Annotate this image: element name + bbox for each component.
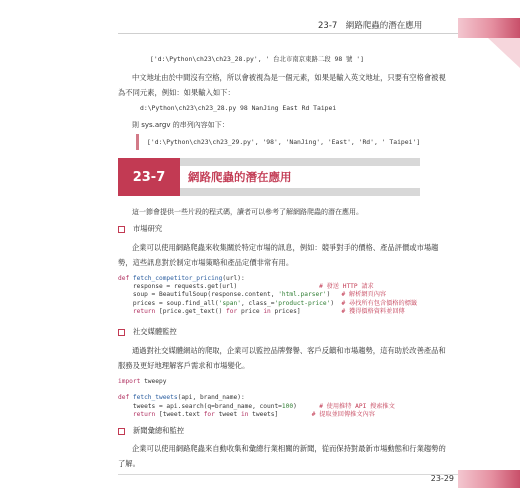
code-token: 'span': [218, 299, 241, 307]
paragraph-market-research: [118, 240, 448, 270]
paragraph-text: 中文地址由於中間沒有空格，所以會被視為是一個元素，如果是輸入英文地址，只要有空格會被視為不同元素，例如：如果輸入如下：: [118, 73, 446, 97]
code-token: for: [203, 410, 215, 418]
running-header-title: 23-7 網路爬蟲的潛在應用: [318, 21, 423, 31]
code-token: tweets = api.search(q=brand_name, count=: [118, 402, 282, 410]
subheading-market-research: [118, 223, 162, 235]
code-token: [118, 411, 133, 418]
code-token: for: [226, 307, 238, 315]
code-token: ): [293, 402, 297, 410]
command-line-example: d:\Python\ch23\ch23_28.py 98 NanJing East Rd Taipei: [140, 104, 337, 112]
code-token: [price.get_text(): [155, 307, 227, 315]
code-token: tweets]: [248, 410, 279, 418]
code-token: prices = soup.find_all(: [118, 299, 219, 307]
code-token: def: [118, 394, 133, 402]
code-token: response = requests.get(url): [118, 283, 238, 291]
code-output-line: ['d:\Python\ch23\ch23_28.py', ' 台北市南京東路二段 98 號 ']: [150, 55, 364, 63]
code-token: return: [132, 307, 156, 315]
code-token: import: [118, 378, 141, 385]
section-number: 23-7: [118, 158, 180, 196]
square-bullet-icon: [118, 329, 125, 336]
section-title: 網路爬蟲的潛在應用: [188, 170, 292, 184]
code-token: # 尋找所有包含價格的標籤: [334, 299, 418, 307]
paragraph-chinese-address: [118, 70, 448, 100]
paragraph-text: 企業可以使用網路爬蟲來收集關於特定市場的訊息，例如：競爭對手的價格、產品評價或市場趨勢，這些訊息對於制定市場策略和產品定價非常有用。: [118, 243, 439, 267]
code-token: (api, brand_name):: [177, 394, 245, 402]
code-line: [118, 411, 448, 419]
code-line: [118, 394, 448, 402]
paragraph-news-monitoring: [118, 441, 448, 471]
subheading-social-media: [118, 326, 177, 338]
code-line: [118, 275, 448, 283]
section-intro: 這一節會提供一些片段的程式碼，讀者可以參考了解網路爬蟲的潛在應用。: [132, 208, 363, 216]
code-token: def: [118, 275, 133, 282]
code-line: [118, 308, 448, 316]
subheading-label: 市場研究: [133, 224, 163, 233]
paragraph-social-media: [118, 343, 448, 373]
code-block-market-research: [118, 275, 448, 316]
code-token: [118, 308, 133, 315]
header-accent-wedge: [488, 38, 520, 68]
code-token: (url):: [222, 275, 245, 282]
code-line: [118, 291, 448, 299]
code-line: [118, 378, 448, 386]
code-token: 'product-price': [274, 299, 331, 307]
code-token: # 提取並回傳推文內容: [278, 410, 375, 418]
square-bullet-icon: [118, 428, 125, 435]
code-token: # 解析網頁內容: [330, 291, 387, 299]
code-token: 'html.parser': [278, 291, 327, 299]
argv-result-text: ['d:\Python\ch23\ch23_29.py', '98', 'NanJing', 'East', 'Rd', ' Taipei']: [147, 138, 421, 146]
code-line: [118, 300, 448, 308]
code-block-social-media: [118, 378, 448, 419]
footer-rule: [118, 474, 458, 475]
header-accent-bar: [458, 18, 520, 38]
code-token: , class_=: [240, 299, 275, 307]
page-number: 23-29: [430, 474, 454, 483]
code-token: fetch_competitor_pricing: [132, 275, 223, 282]
code-token: prices]: [270, 307, 301, 315]
code-token: # 獲得價格資料並回傳: [300, 307, 405, 315]
code-token: # 發送 HTTP 請求: [237, 283, 374, 291]
code-token: in: [240, 410, 249, 418]
paragraph-text: 通過對社交媒體網站的爬取，企業可以監控品牌聲譽、客戶反饋和市場趨勢，這有助於改善產品和服務及更好地理解客戶需求和市場變化。: [118, 346, 446, 370]
paragraph-text: 企業可以使用網路爬蟲來自動收集和彙總行業相關的新聞，從而保持對最新市場動態和行業趨勢的了解。: [118, 444, 446, 468]
code-token: fetch_tweets: [132, 394, 178, 402]
code-line: [118, 403, 448, 411]
code-line: [118, 386, 448, 394]
paragraph-argv-intro: 則 sys.argv 的串列內容如下：: [132, 121, 229, 129]
code-token: # 使用推特 API 搜索推文: [296, 402, 395, 410]
argv-result-box: [136, 134, 421, 150]
code-token: soup = BeautifulSoup(response.content,: [118, 291, 279, 299]
code-token: ): [330, 299, 335, 307]
section-title-box: [180, 166, 420, 188]
subheading-label: 社交媒體監控: [133, 327, 177, 336]
square-bullet-icon: [118, 226, 125, 233]
subheading-news-monitoring: [118, 425, 184, 437]
code-token: [tweet.text: [155, 410, 204, 418]
code-token: return: [132, 410, 156, 418]
code-token: ): [326, 291, 331, 299]
code-token: in: [263, 307, 271, 315]
code-token: price: [237, 307, 264, 315]
subheading-label: 新聞彙總和監控: [133, 426, 185, 435]
header-rule: [118, 33, 458, 34]
code-token: tweet: [214, 410, 241, 418]
footer-accent-bar: [458, 470, 520, 488]
code-token: 100: [281, 402, 294, 410]
code-token: tweepy: [140, 378, 167, 385]
